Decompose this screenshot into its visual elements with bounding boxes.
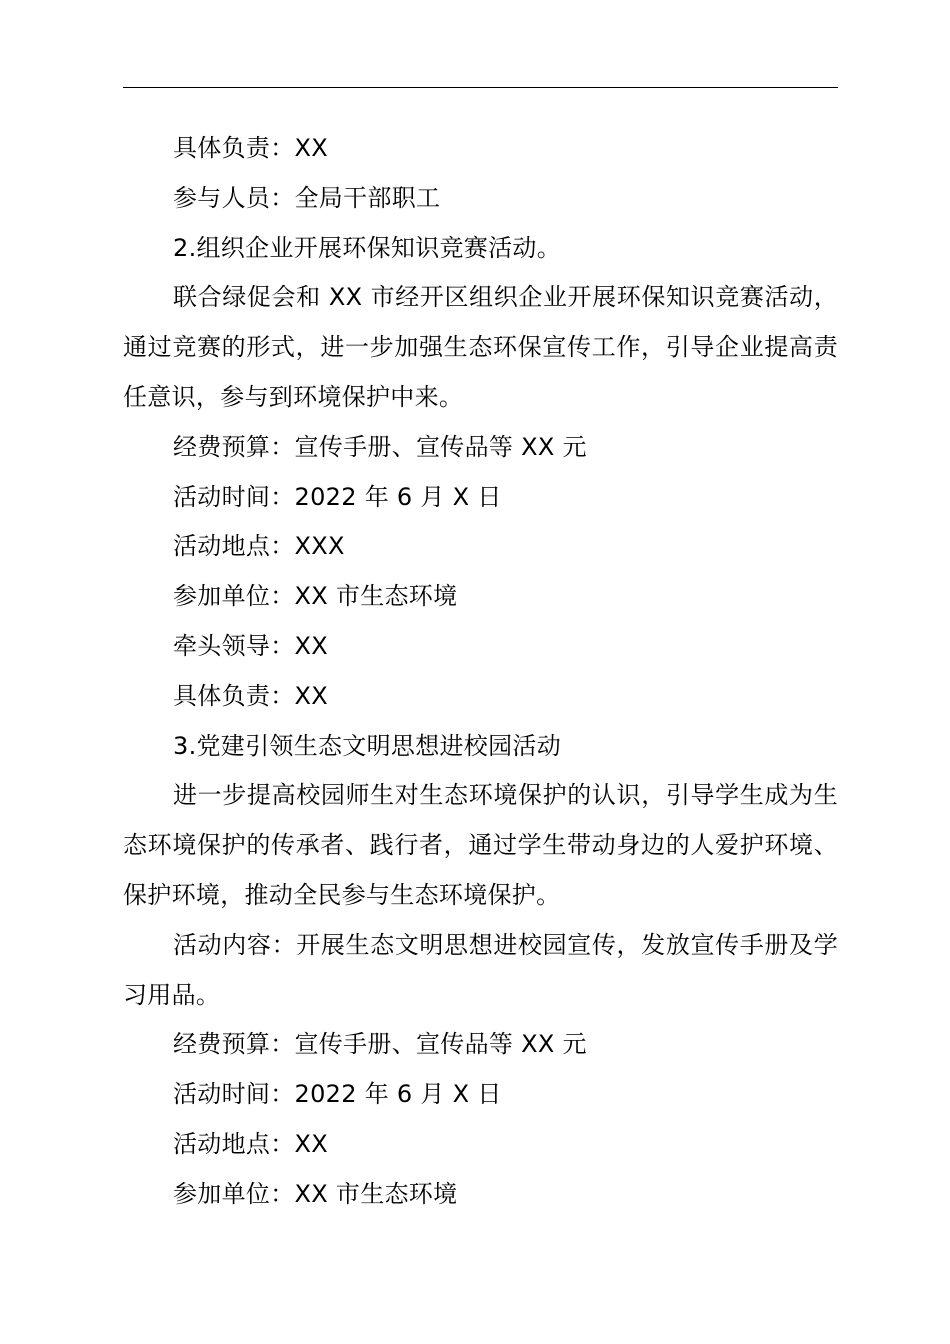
- document-body: [123, 124, 838, 1220]
- responsible-person-line: 具体负责：XX: [173, 681, 328, 710]
- section-heading-2: 2.组织企业开展环保知识竞赛活动。: [173, 233, 561, 262]
- budget-line: 经费预算：宣传手册、宣传品等 XX 元: [173, 1030, 587, 1059]
- section-heading-3: 3.党建引领生态文明思想进校园活动: [173, 731, 561, 760]
- participating-unit-line: 参加单位：XX 市生态环境: [173, 582, 458, 611]
- budget-line: 经费预算：宣传手册、宣传品等 XX 元: [173, 432, 587, 461]
- participating-unit-line: 参加单位：XX 市生态环境: [173, 1179, 458, 1208]
- participants-line: 参与人员：全局干部职工: [173, 183, 441, 212]
- lead-leader-line: 牵头领导：XX: [173, 631, 328, 660]
- activity-location-line: 活动地点：XXX: [173, 532, 345, 561]
- section-2-description: 联合绿促会和 XX 市经开区组织企业开展环保知识竞赛活动，通过竞赛的形式，进一步加强生态环保宣传工作，引导企业提高责任意识，参与到环境保护中来。: [123, 283, 838, 411]
- activity-time-line: 活动时间：2022 年 6 月 X 日: [173, 482, 502, 511]
- activity-location-line: 活动地点：XX: [173, 1129, 328, 1158]
- section-3-description: 进一步提高校园师生对生态环境保护的认识，引导学生成为生态环境保护的传承者、践行者，通过学生带动身边的人爱护环境、保护环境，推动全民参与生态环境保护。: [123, 781, 838, 909]
- header-rule: [123, 87, 838, 88]
- activity-time-line: 活动时间：2022 年 6 月 X 日: [173, 1080, 502, 1109]
- activity-content-line: 活动内容：开展生态文明思想进校园宣传，发放宣传手册及学习用品。: [123, 930, 838, 1009]
- responsible-person-line: 具体负责：XX: [173, 134, 328, 162]
